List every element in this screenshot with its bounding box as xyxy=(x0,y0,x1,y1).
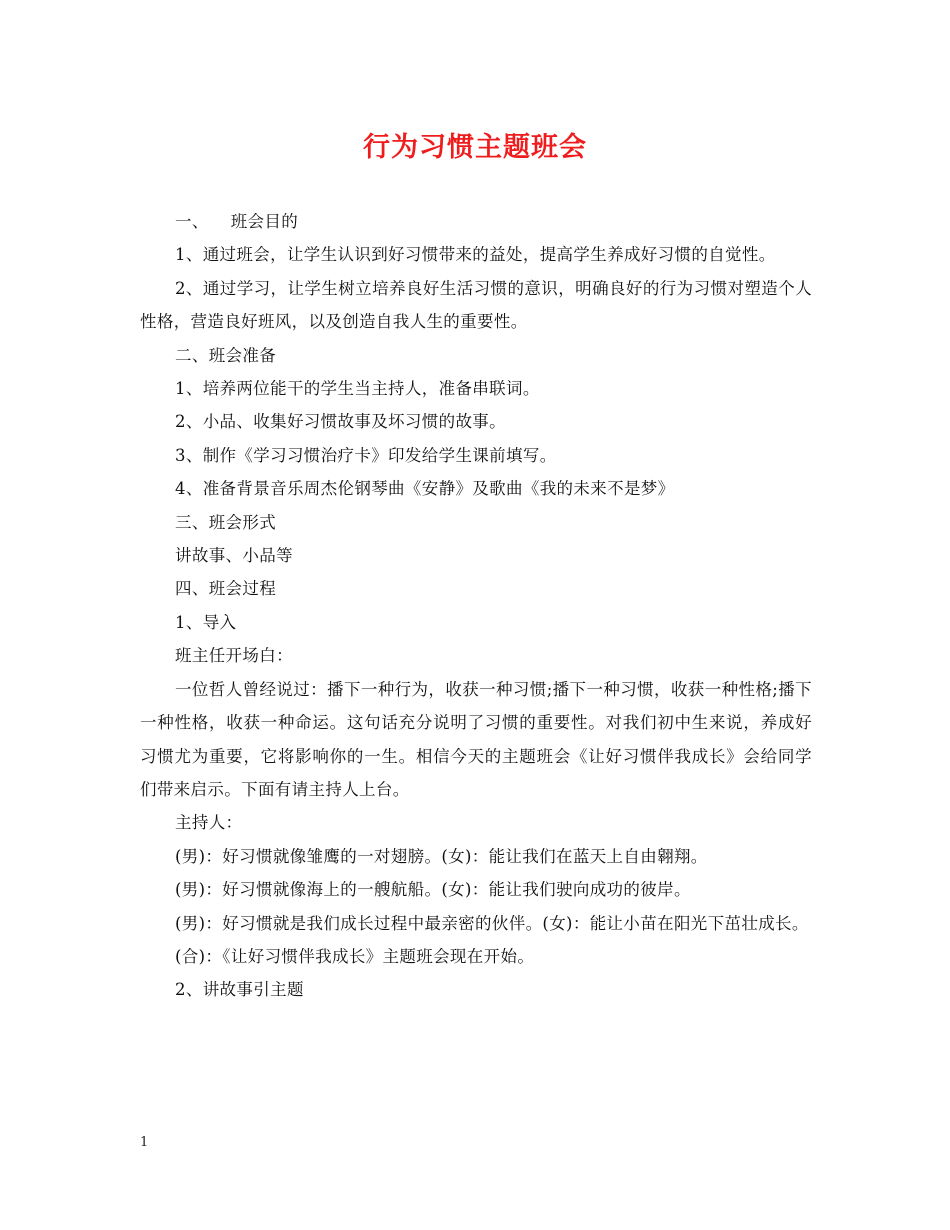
paragraph: 班主任开场白： xyxy=(175,646,293,666)
document-body xyxy=(140,205,812,1007)
paragraph: 2、通过学习，让学生树立培养良好生活习惯的意识，明确良好的行为习惯对塑造个人性格，营造良好班风，以及创造自我人生的重要性。 xyxy=(140,278,812,332)
document-title: 行为习惯主题班会 xyxy=(363,132,587,163)
paragraph: 1、通过班会，让学生认识到好习惯带来的益处，提高学生养成好习惯的自觉性。 xyxy=(175,245,776,265)
section-heading: 二、班会准备 xyxy=(175,345,277,365)
section-heading-text: 班会目的 xyxy=(230,212,299,231)
dialogue-line: (男)：好习惯就像雏鹰的一对翅膀。(女)：能让我们在蓝天上自由翱翔。 xyxy=(175,846,708,866)
subheading: 2、讲故事引主题 xyxy=(175,980,304,1000)
section-heading: 四、班会过程 xyxy=(175,579,277,599)
paragraph: 讲故事、小品等 xyxy=(175,546,293,566)
paragraph: 2、小品、收集好习惯故事及坏习惯的故事。 xyxy=(175,412,506,432)
section-heading: 三、班会形式 xyxy=(175,512,277,532)
section-number: 一、 xyxy=(175,212,209,231)
dialogue-line: (男)：好习惯就像海上的一艘航船。(女)：能让我们驶向成功的彼岸。 xyxy=(175,880,691,900)
paragraph: 1、培养两位能干的学生当主持人，准备串联词。 xyxy=(175,379,540,399)
paragraph: 3、制作《学习习惯治疗卡》印发给学生课前填写。 xyxy=(175,445,557,465)
section-heading-purpose xyxy=(140,205,812,238)
subheading: 1、导入 xyxy=(175,612,237,632)
dialogue-line: (男)：好习惯就是我们成长过程中最亲密的伙伴。(女)：能让小苗在阳光下茁壮成长。 xyxy=(175,913,809,933)
dialogue-line: (合)：《让好习惯伴我成长》主题班会现在开始。 xyxy=(175,946,535,966)
paragraph: 4、准备背景音乐周杰伦钢琴曲《安静》及歌曲《我的未来不是梦》 xyxy=(175,479,675,499)
paragraph: 一位哲人曾经说过：播下一种行为，收获一种习惯;播下一种习惯，收获一种性格;播下一种性格，收获一种命运。这句话充分说明了习惯的重要性。对我们初中生来说，养成好习惯尤为重要，它将影响你的一生。相信今天的主题班会《让好习惯伴我成长》会给同学们带来启示。下面有请主持人上台。 xyxy=(140,679,812,799)
page-number: 1 xyxy=(140,1135,149,1150)
paragraph: 主持人： xyxy=(175,813,243,833)
